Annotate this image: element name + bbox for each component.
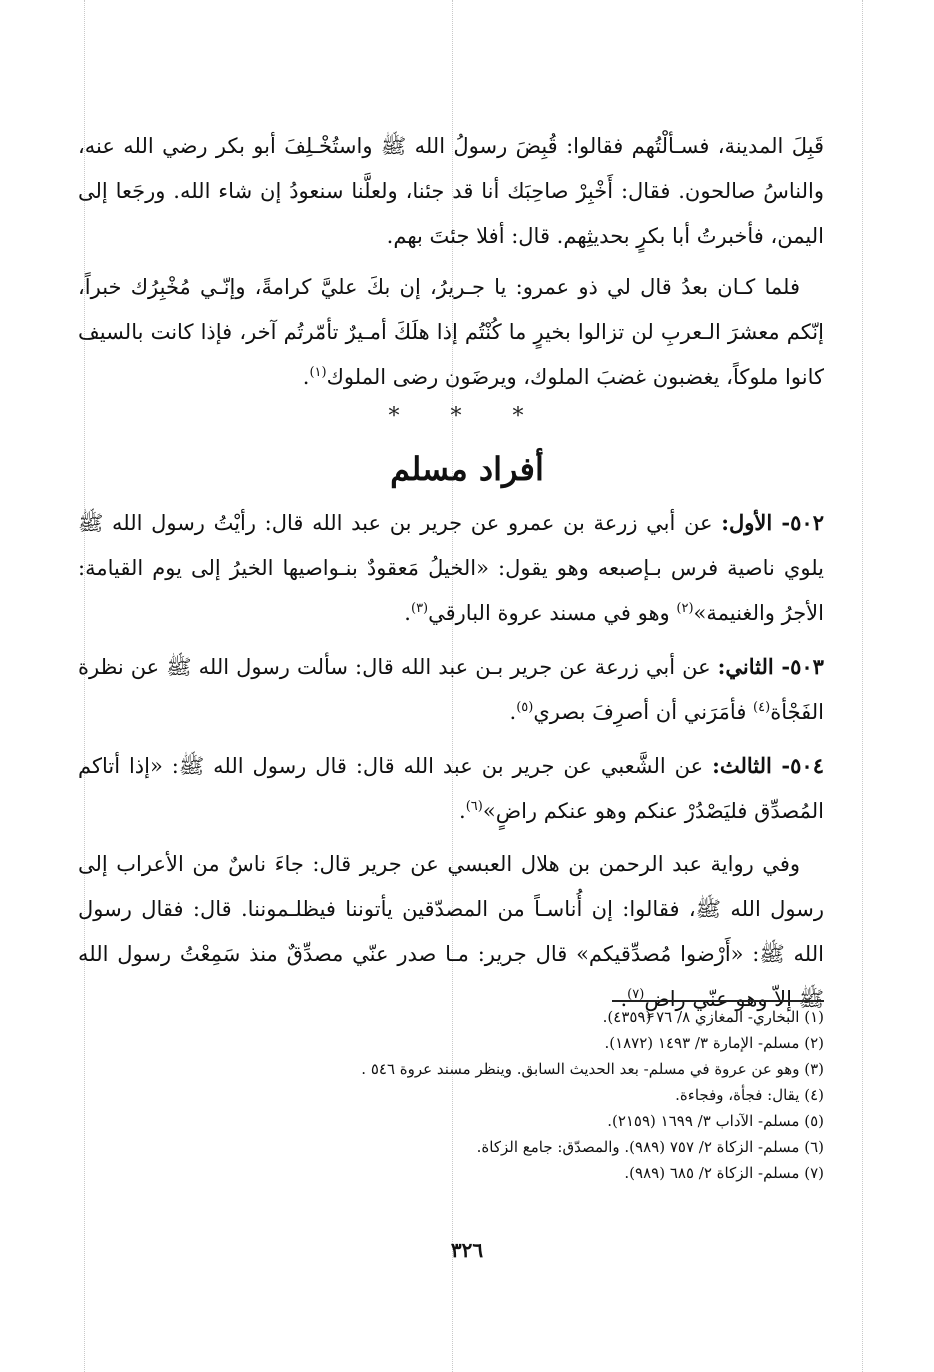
hadith-text: وهو في مسند عروة البارقي [428,601,677,625]
hadith-text: عن أبي زرعة بن عمرو عن جرير بن عبد الله قال: رأيْتُ رسول الله ﷺ يلوي ناصية فرس بـإصبعه وهو يقول: «الخيلُ مَعقودٌ بنـواصيها الخيرُ إلى يوم القيامة: الأجرُ والغنيمة» [78,511,824,625]
section-title: أفراد مسلم [390,450,544,488]
footnote: (١) البخاري- المغازي ٨/ ٧٦ (٤٣٥٩). [602,1008,824,1026]
hadith-text: عن الشَّعبي عن جرير بن عبد الله قال: قال رسول الله ﷺ: «إذا أتاكم المُصدِّق فليَصْدُرْ عنكم وهو عنكم راضٍ» [78,754,824,823]
footnote-ref: (٢) [676,601,694,616]
footnote: (٦) مسلم- الزكاة ٢/ ٧٥٧ (٩٨٩). والمصدّق: جامع الزكاة. [476,1138,824,1156]
riwaya-paragraph [78,842,824,1022]
footnote-ref: (٣) [410,601,429,616]
continuation-paragraph [78,265,824,400]
hadith-block [78,500,824,1022]
continuation-paragraph: قَبِلَ المدينة، فسـألْتُهم فقالوا: قُبِضَ رسولُ الله ﷺ واستُخْـلِفَ أبو بكر رضي الله عنه، والناسُ صالحون. فقال: أَخْبِرْ صاحِبَك أنا قد جئنا، ولعلَّنا سنعودُ إن شاء الله. ورجَعا إلى اليمن، فأخبرتُ أبا بكرٍ بحديثِهم. قال: أفلا جئتَ بهم. [78,134,824,248]
hadith-end: . [459,799,466,823]
footnote: (٧) مسلم- الزكاة ٢/ ٦٨٥ (٩٨٩). [624,1164,824,1182]
footnote-ref: (٦) [465,799,483,814]
top-text-block [78,124,824,400]
hadith-text: فأمَرَني أن أصرِفَ بصري [533,700,754,724]
hadith-entry [78,500,824,636]
footnote: (٥) مسلم- الآداب ٣/ ١٦٩٩ (٢١٥٩). [607,1112,824,1130]
paragraph-end: . [620,987,628,1011]
page-number: ٣٢٦ [450,1238,484,1262]
paragraph-text: وفي رواية عبد الرحمن بن هلال العبسي عن جرير قال: جاءَ ناسٌ من الأعراب إلى رسول الله ﷺ، فقالوا: إن أُناسـاً من المصدّقين يأتوننا فيظلـموننا. قال: فقال رسول الله ﷺ: «أَرْضوا مُصدِّقيكم» قال جرير: مـا صدر عنّي مصدِّقٌ منذ سَمِعْتُ رسول الله ﷺ إلاّ وهو عنّي راضٍ [78,852,824,1011]
hadith-text: عن أبي زرعة عن جرير بـن عبد الله قال: سألت رسول الله ﷺ عن نظرة الفَجْأة [78,655,824,724]
hadith-number: ٥٠٣- الثاني: [717,654,824,679]
hadith-number: ٥٠٤- الثالث: [712,753,824,778]
paragraph-end: . [302,365,310,389]
footnote: (٣) وهو عن عروة في مسلم- بعد الحديث السابق. وينظر مسند عروة ٥٤٦ . [361,1060,824,1078]
hadith-end: . [509,700,517,724]
footnote: (٢) مسلم- الإمارة ٣/ ١٤٩٣ (١٨٧٢). [604,1034,824,1052]
hadith-entry [78,644,824,735]
footnote-ref: (١) [309,365,327,380]
hadith-number: ٥٠٢- الأول: [721,510,824,535]
section-separator: * * * [388,404,546,429]
footnotes [300,1004,824,1186]
paragraph-text: فلما كـان بعدُ قال لي ذو عمرو: يا جـريرُ، إن بكَ عليَّ كرامةً، وإنّـي مُخْبِرُك خبراً، إنّكم معشرَ الـعربِ لن تزالوا بخيرٍ ما كُنْتُم إذا هلَكَ أمـيرٌ تأمّرتُم آخر، فإذا كانت بالسيف كانوا ملوكاً، يغضبون غضبَ الملوك، ويرضَون رضى الملوك [78,275,824,389]
footnote-divider [612,1000,824,1002]
hadith-end: . [404,601,411,625]
footnote-ref: (٤) [753,700,771,715]
scan-artifact-line [862,0,863,1372]
hadith-entry [78,743,824,834]
footnote-ref: (٧) [627,987,645,1002]
footnote: (٤) يقال: فجأة، وفجاءة. [675,1086,824,1104]
footnote-ref: (٥) [516,700,534,715]
